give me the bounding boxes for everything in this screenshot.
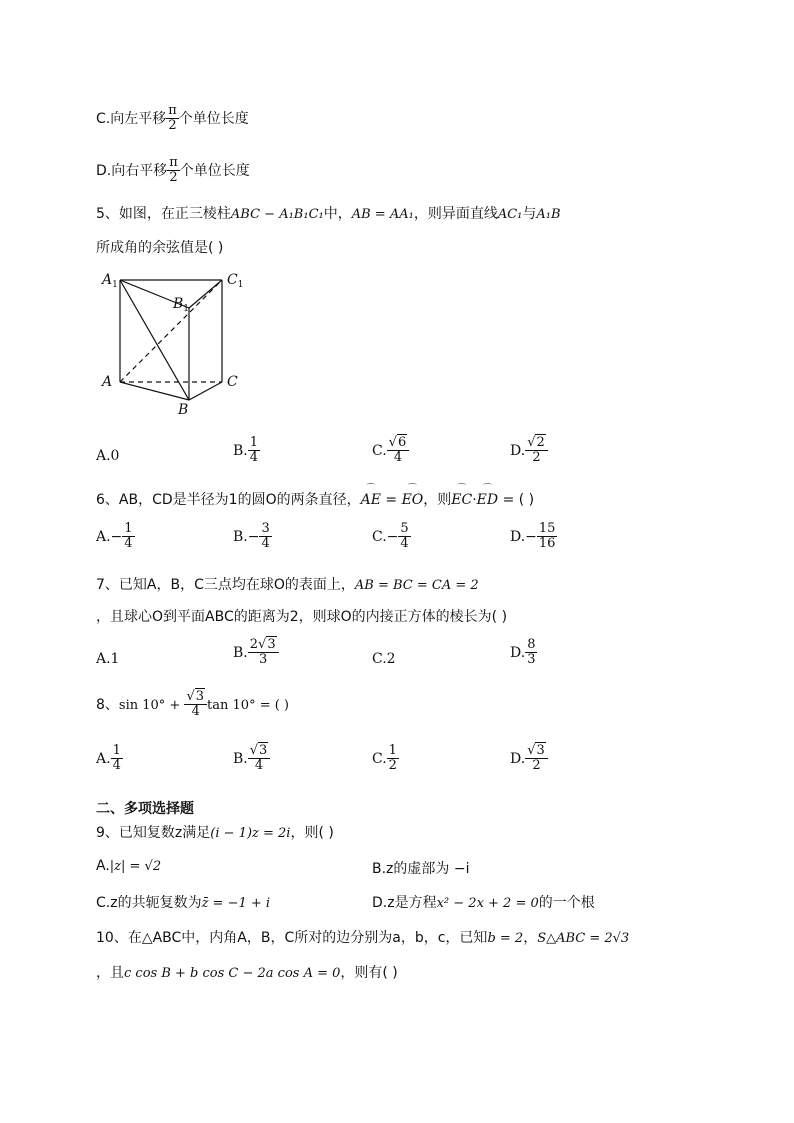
label-a1: $A_1$	[102, 272, 118, 290]
edge-bc	[189, 382, 222, 400]
prism-figure	[96, 266, 256, 418]
fraction: $\frac{√2}{2}$	[525, 436, 548, 466]
q8-option-a[interactable]: A. $\frac{1}{4}$	[96, 743, 121, 774]
q9-option-b[interactable]: B.z的虚部为 −i	[372, 861, 470, 877]
q9-option-c[interactable]: C.z的共轭复数为z̄ = −1 + i	[96, 895, 271, 911]
q5-option-c[interactable]: C. $\frac{√6}{4}$	[372, 436, 409, 466]
q6-option-a[interactable]: A.− $\frac{1}{4}$	[96, 521, 133, 552]
q6-option-c[interactable]: C.− $\frac{5}{4}$	[372, 521, 409, 552]
q5-option-d[interactable]: D. $\frac{√2}{2}$	[510, 436, 548, 466]
q10-stem-line2: ，且c cos B + b cos C − 2a cos A = 0，则有( )	[96, 965, 398, 981]
q8-option-d[interactable]: D. $\frac{√3}{2}$	[510, 744, 548, 774]
q6-option-b[interactable]: B.− $\frac{3}{4}$	[233, 521, 270, 552]
option-label: C.向左平移	[96, 110, 167, 127]
segment-ac1-hidden	[120, 280, 222, 382]
q4-option-c[interactable]	[96, 104, 249, 134]
q7-stem: 7、已知A，B，C三点均在球O的表面上，AB = BC = CA = 2	[96, 577, 479, 593]
q7-option-a[interactable]: A.1	[96, 651, 120, 667]
q5-option-b[interactable]: B. $\frac{1}{4}$	[233, 435, 259, 466]
q4-option-d[interactable]	[96, 156, 250, 186]
fraction: $\frac{√6}{4}$	[387, 436, 410, 466]
q5-stem-line2: 所成角的余弦值是( )	[96, 240, 224, 256]
q8-option-c[interactable]: C. $\frac{1}{2}$	[372, 743, 397, 774]
section-heading: 二、多项选择题	[96, 801, 194, 817]
q7-option-b[interactable]: B. $\frac{2√3}{3}$	[233, 638, 279, 668]
q5-stem: 5、如图，在正三棱柱ABC − A₁B₁C₁中，AB = AA₁，则异面直线AC₁与A₁B	[96, 206, 561, 222]
q8-option-b[interactable]: B. $\frac{√3}{4}$	[233, 744, 270, 774]
label-b: B	[178, 402, 189, 418]
q5-option-a[interactable]: A.0	[96, 448, 120, 464]
q7-option-d[interactable]: D. $\frac{8}{3}$	[510, 637, 536, 668]
label-b1: $B_1$	[173, 296, 190, 314]
fraction: $\frac{1}{4}$	[249, 435, 259, 466]
label-c1: $C_1$	[227, 272, 244, 290]
fraction: $\frac{\pi}{2}$	[169, 155, 178, 186]
q6-option-d[interactable]: D.− $\frac{15}{16}$	[510, 521, 556, 552]
q7-option-c[interactable]: C.2	[372, 651, 396, 667]
q7-stem-line2: ，且球心O到平面ABC的距离为2，则球O的内接正方体的棱长为( )	[96, 609, 508, 625]
label-a: A	[102, 374, 113, 390]
q8-stem: 8、sin 10° + $\frac{√3}{4}$ tan 10° = ( )	[96, 689, 290, 720]
vector-ed: ⌒ ED	[477, 492, 498, 508]
q9-stem: 9、已知复数z满足(i − 1)z = 2i，则( )	[96, 825, 334, 841]
edge-ab	[120, 382, 189, 400]
q6-stem: 6、AB，CD是半径为1的圆O的两条直径，⌒ AE = ⌒ EO，则⌒ EC·⌒ ED = ( )	[96, 489, 534, 509]
q9-option-a[interactable]: A.|z| = √2	[96, 858, 162, 874]
option-label: D.向右平移	[96, 162, 168, 179]
vector-eo: ⌒ EO	[402, 492, 424, 508]
q9-option-d[interactable]: D.z是方程x² − 2x + 2 = 0的一个根	[372, 895, 595, 911]
label-c: C	[227, 374, 238, 390]
q10-stem: 10、在△ABC中，内角A，B，C所对的边分别为a，b，c，已知b = 2，S△ABC = 2√3	[96, 930, 630, 946]
option-text: 个单位长度	[178, 110, 249, 127]
vector-ec: ⌒ EC	[451, 492, 472, 508]
fraction: $\frac{\pi}{2}$	[168, 103, 177, 134]
vector-ae: ⌒ AE	[361, 492, 381, 508]
option-text: 个单位长度	[179, 162, 250, 179]
